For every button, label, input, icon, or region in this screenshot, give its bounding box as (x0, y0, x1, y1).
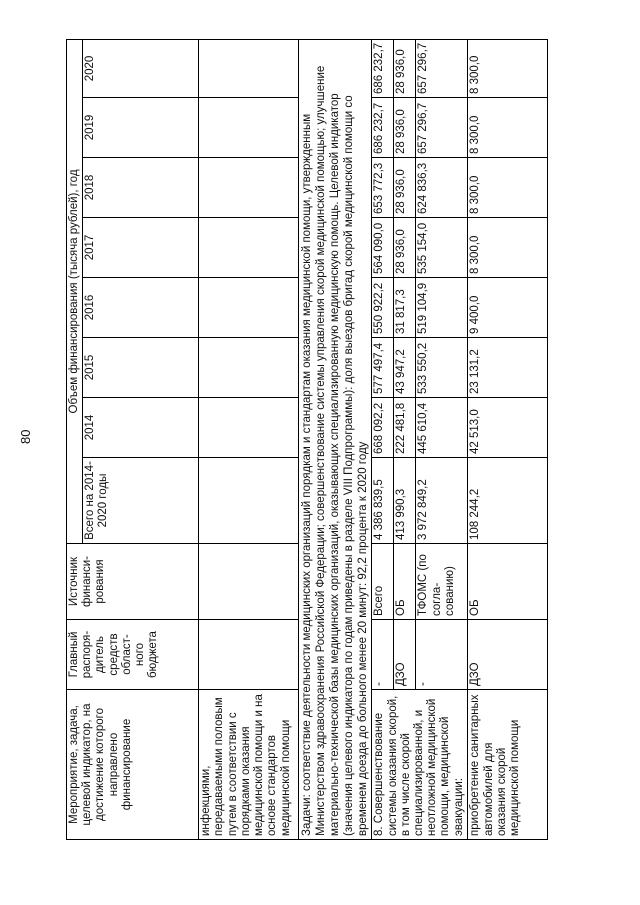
value-cell: 657 296,7 (416, 98, 468, 158)
header-year: 2014 (83, 398, 199, 458)
header-activity: Мероприятие, задача, целевой индикатор, на достижение которого направлено финансирование (67, 690, 199, 840)
header-admin: Главный распоря-дитель средств област-ного бюджета (67, 620, 199, 690)
header-year: 2016 (83, 278, 199, 338)
value-cell: 657 296,7 (416, 39, 468, 97)
value-cell: 564 090,0 (372, 218, 394, 278)
financing-table (66, 39, 548, 840)
value-cell: 43 947,2 (394, 338, 416, 398)
source-cell: ТФОМС (по согла-сованию) (416, 544, 468, 620)
table-row (468, 39, 548, 839)
value-cell: 577 497,4 (372, 338, 394, 398)
total-cell: 3 972 849,2 (416, 458, 468, 544)
admin-cell: - (416, 620, 468, 690)
header-year: 2015 (83, 338, 199, 398)
row-last-name: приобретение санитарных автомобилей для оказания скорой медицинской помощи (468, 690, 548, 840)
source-cell: ОБ (468, 544, 548, 620)
task-text: Задачи: соответствие деятельности медицинских организаций порядкам и стандартам оказания медицинской помощи, утвержденным Министерством здравоохранения Российской Федерации; совершенствование системы управления скорой медицинской помощью; улучшение материально-технической базы медицинских организаций, оказывающих специализированную медицинскую помощь. Целевой индикатор (значения целевого индикатора по годам приведены в разделе VIII Подпрограммы): доля выездов бригад скорой медицинской помощи со временем доезда до больного менее 20 минут: 92,2 процента к 2020 году (299, 39, 372, 839)
header-group: Объем финансирования (тысяча рублей), год (67, 39, 83, 543)
header-year: 2020 (83, 39, 199, 97)
page-number: 80 (18, 429, 33, 444)
value-cell: 686 232,7 (372, 98, 394, 158)
total-cell: 108 244,2 (468, 458, 548, 544)
header-year: 2019 (83, 98, 199, 158)
value-cell: 533 550,2 (416, 338, 468, 398)
value-cell: 624 836,3 (416, 158, 468, 218)
value-cell: 28 936,0 (394, 218, 416, 278)
table-row (372, 39, 394, 839)
value-cell: 31 817,3 (394, 278, 416, 338)
admin-cell: ДЗО (468, 620, 548, 690)
value-cell: 8 300,0 (468, 39, 548, 97)
value-cell: 445 610,4 (416, 398, 468, 458)
task-row (299, 39, 372, 839)
value-cell: 550 922,2 (372, 278, 394, 338)
value-cell: 686 232,7 (372, 39, 394, 97)
value-cell: 28 936,0 (394, 39, 416, 97)
source-cell: Всего (372, 544, 394, 620)
header-year: 2018 (83, 158, 199, 218)
value-cell: 535 154,0 (416, 218, 468, 278)
value-cell: 8 300,0 (468, 158, 548, 218)
rotated-table-wrapper (66, 40, 586, 840)
value-cell: 519 104,9 (416, 278, 468, 338)
value-cell: 9 400,0 (468, 278, 548, 338)
header-source: Источник финанси-рования (67, 544, 199, 620)
value-cell: 42 513,0 (468, 398, 548, 458)
value-cell: 668 092,2 (372, 398, 394, 458)
value-cell: 23 131,2 (468, 338, 548, 398)
header-row (67, 39, 83, 839)
table-row (199, 39, 299, 839)
value-cell: 8 300,0 (468, 98, 548, 158)
cont-cell: инфекциями, передаваемыми половым путем в соответствии с порядками оказания медицинской помощи и на основе стандартов медицинской помощи (199, 690, 299, 840)
admin-cell: ДЗО (394, 620, 416, 690)
value-cell: 653 772,3 (372, 158, 394, 218)
header-total: Всего на 2014-2020 годы (83, 458, 199, 544)
total-cell: 4 386 839,5 (372, 458, 394, 544)
value-cell: 28 936,0 (394, 98, 416, 158)
admin-cell: - (372, 620, 394, 690)
value-cell: 8 300,0 (468, 218, 548, 278)
source-cell: ОБ (394, 544, 416, 620)
row8-name: 8. Совершенствование системы оказания скорой, в том числе скорой специализированной, и неотложной медицинской помощи, медицинской эвакуации: (372, 690, 468, 840)
value-cell: 28 936,0 (394, 158, 416, 218)
value-cell: 222 481,8 (394, 398, 416, 458)
total-cell: 413 990,3 (394, 458, 416, 544)
header-year: 2017 (83, 218, 199, 278)
